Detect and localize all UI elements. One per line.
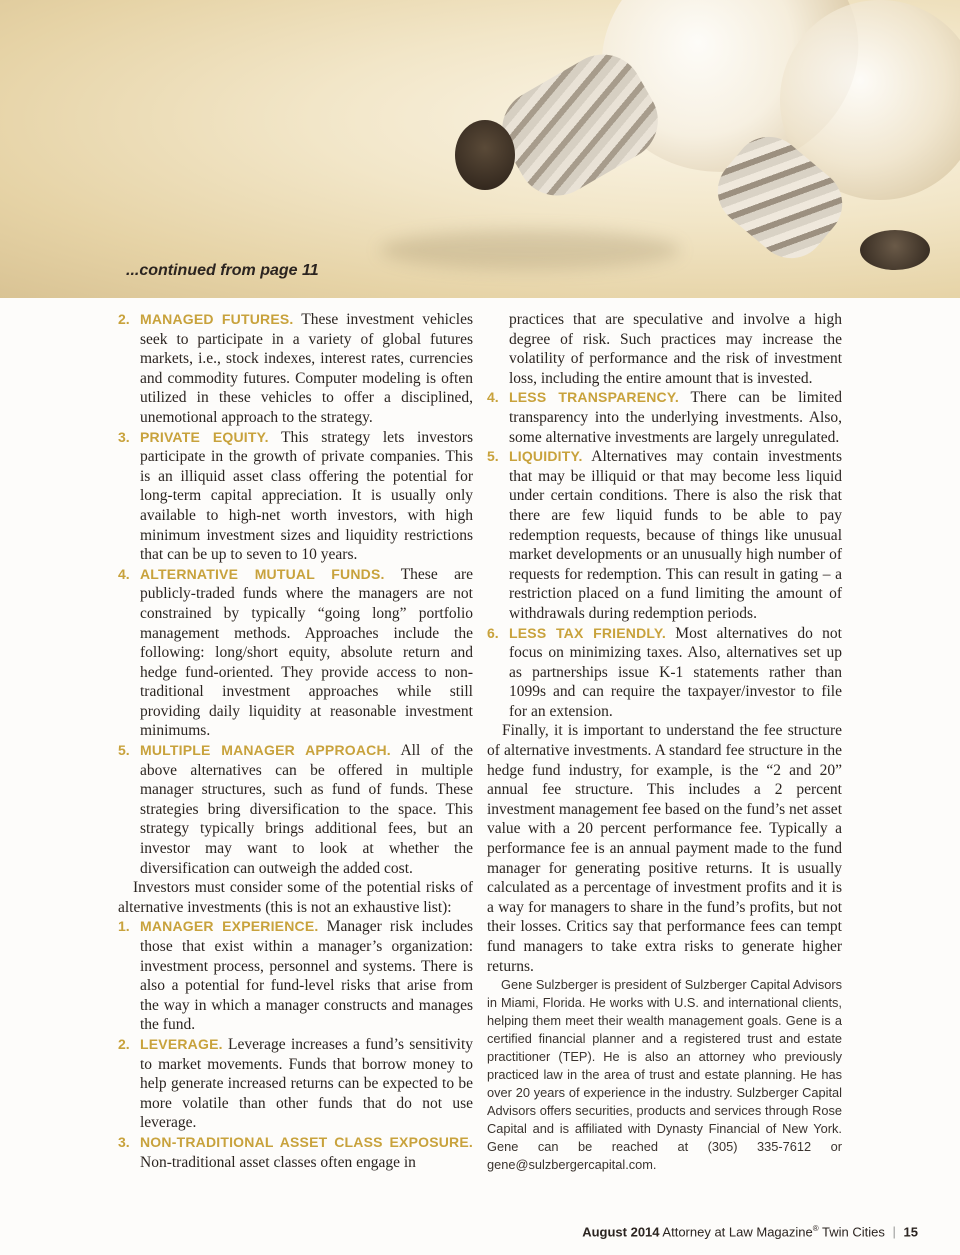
registered-mark: ® (812, 1224, 819, 1233)
page-number: 15 (903, 1224, 918, 1240)
item-heading: MULTIPLE MANAGER APPROACH. (140, 742, 391, 759)
hero-image (0, 0, 960, 298)
item-heading: NON-TRADITIONAL ASSET CLASS EXPOSURE. (140, 1133, 473, 1150)
list-item: 1. MANAGER EXPERIENCE. Manager risk includes those that exist within a manager’s organization: investment process, personnel and systems. There is also a potential for fund-level risks that arise from the way in which a manager constructs and manages the fund. (118, 918, 473, 1034)
left-column (118, 310, 473, 1172)
continued-note: ...continued from page 11 (126, 262, 319, 279)
magazine-name: Attorney at Law Magazine (662, 1224, 813, 1240)
page-footer (582, 1224, 918, 1239)
item-heading: PRIVATE EQUITY. (140, 428, 269, 445)
list-item: 5. LIQUIDITY. Alternatives may contain investments that may be illiquid or that may become less liquid under certain conditions. There is also the risk that there are few liquid funds to be able to pay redemption requests, because of things like unusual market developments or an unusually high number of requests for redemption. This can result in gating – a restriction placed on a fund limiting the amount of withdrawals during redemption periods. (487, 448, 843, 622)
list-item: 2. MANAGED FUTURES. These investment vehicles seek to participate in a variety of global futures markets, i.e., stock indexes, interest rates, currencies and commodity futures. Computer modeling is often utilized in these vehicles to offer a disciplined, unemotional approach to the strategy. (118, 311, 473, 426)
item-heading: LIQUIDITY. (509, 448, 583, 465)
item-heading: LESS TRANSPARENCY. (509, 389, 679, 406)
intro-paragraph: Investors must consider some of the potential risks of alternative investments (this is not an exhaustive list): (118, 879, 473, 916)
list-item: 6. LESS TAX FRIENDLY. Most alternatives do not focus on minimizing taxes. Also, alternatives set up as partnerships issue K-1 statements rather than 1099s and can require the taxpayer/investor to file for an extension. (487, 624, 842, 720)
issue-date: August 2014 (582, 1224, 660, 1240)
author-bio: Gene Sulzberger is president of Sulzberger Capital Advisors in Miami, Florida. He works with U.S. and international clients, helping them meet their wealth management goals. Gene is a certified financial planner and a registered trust and estate practitioner (TEP). He is also an attorney who previously practiced law in the area of trust and estate planning. He has over 20 years of experience in the industry. Sulzberger Capital Advisors offers securities, products and services through Rose Capital and is affiliated with Dynasty Financial of New York. Gene can be reached at (305) 335-7612 or gene@sulzbergercapital.com. (487, 977, 842, 1173)
right-column (487, 310, 842, 1174)
list-item: 2. LEVERAGE. Leverage increases a fund’s sensitivity to market movements. Funds that borrow money to help generate increased returns can be expected to be more volatile than other funds that do not use leverage. (118, 1035, 473, 1132)
lightbulb-tip-2 (860, 230, 930, 270)
lightbulb-tip-1 (455, 120, 515, 190)
item-heading: MANAGED FUTURES. (140, 311, 294, 327)
item-heading: MANAGER EXPERIENCE. (140, 918, 319, 935)
list-item: 3. NON-TRADITIONAL ASSET CLASS EXPOSURE. Non-traditional asset classes often engage in (118, 1133, 473, 1171)
continuation-paragraph: practices that are speculative and involve a high degree of risk. Such practices may increase the volatility of performance and the risk of investment loss, including the entire amount that is invested. (509, 311, 842, 387)
list-item: 4. ALTERNATIVE MUTUAL FUNDS. These are publicly-traded funds where the managers are not constrained by typically “going long” portfolio management methods. Approaches include the following: long/short equity, absolute return and hedge fund-oriented. They provide access to non-traditional investment approaches while still providing daily liquidity at reasonable investment minimums. (118, 565, 473, 740)
list-item: 3. PRIVATE EQUITY. This strategy lets investors participate in the growth of private companies. This is an illiquid asset class offering the potential for long-term capital appreciation. It is usually only available to high-net worth investors, with high minimum investment sizes and liquidity restrictions that can be up to seven to 10 years. (118, 428, 473, 564)
list-item: 4. LESS TRANSPARENCY. There can be limited transparency into the underlying investments. Also, some alternative investments are largely unregulated. (487, 389, 842, 446)
footer-separator: | (892, 1224, 896, 1240)
list-item: 5. MULTIPLE MANAGER APPROACH. All of the above alternatives can be offered in multiple manager structures, such as fund of funds. These strategies bring diversification to the space. This strategy typically brings additional fees, but an investor may want to look at whether the diversification can outweigh the added cost. (118, 742, 473, 877)
item-heading: LESS TAX FRIENDLY. (509, 624, 666, 641)
item-heading: ALTERNATIVE MUTUAL FUNDS. (140, 565, 385, 582)
bulb-shadow (380, 230, 680, 270)
item-heading: LEVERAGE. (140, 1035, 223, 1052)
magazine-city: Twin Cities (822, 1224, 885, 1240)
closing-paragraph: Finally, it is important to understand the fee structure of alternative investments. A standard fee structure in the hedge fund industry, for example, is the “2 and 20” annual fee structure. This includes a 2 percent investment management fee based on the fund’s net asset value with a 20 percent performance fee. Typically a performance fee is an annual payment made to the fund manager for generating positive returns. It is usually calculated as a percentage of investment profits and it is a way for managers to share in the fund’s profits, but not their losses. Critics say that performance fees can tempt fund managers to take extra risks to generate higher returns. (487, 722, 842, 975)
